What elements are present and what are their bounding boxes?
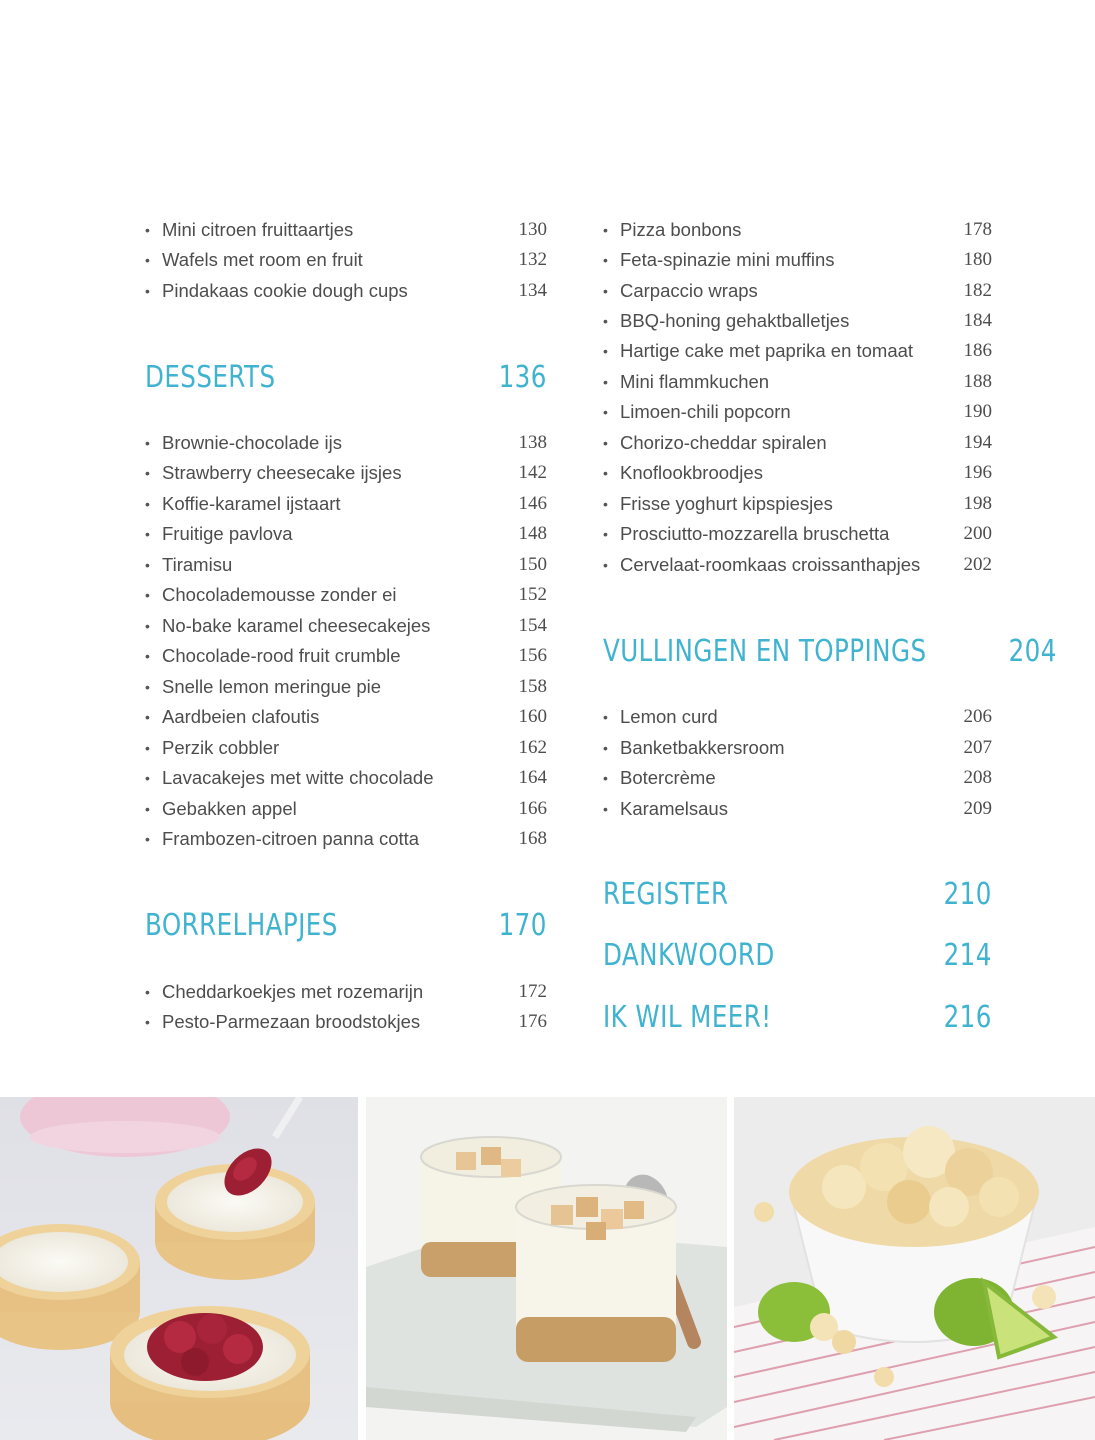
section-page: 170	[498, 907, 547, 943]
section-page: 216	[943, 999, 992, 1035]
entry-title: Carpaccio wraps	[620, 280, 758, 301]
entry-page: 138	[518, 432, 547, 453]
bullet-icon: •	[603, 313, 608, 329]
entry-title: Gebakken appel	[162, 798, 297, 819]
toc-entry[interactable]	[603, 458, 992, 488]
entry-page: 154	[518, 615, 547, 636]
entry-page: 156	[518, 645, 547, 666]
entry-title: Chocolademousse zonder ei	[162, 584, 397, 605]
toc-entry[interactable]	[603, 397, 992, 427]
entry-page: 150	[518, 554, 547, 575]
toc-entry[interactable]	[145, 611, 547, 641]
entry-title: Botercrème	[620, 767, 716, 788]
entry-title: No-bake karamel cheesecakejes	[162, 615, 431, 636]
toc-entry[interactable]	[603, 367, 992, 397]
photo-cheesecake-jars	[366, 1097, 727, 1440]
entry-page: 162	[518, 737, 547, 758]
bullet-icon: •	[145, 679, 150, 695]
toc-entry[interactable]	[145, 580, 547, 610]
toc-entry[interactable]	[603, 306, 992, 336]
entry-page: 180	[963, 249, 992, 270]
toc-entry[interactable]	[603, 519, 992, 549]
toc-entry[interactable]	[145, 428, 547, 458]
bullet-icon: •	[603, 465, 608, 481]
entry-page: 160	[518, 706, 547, 727]
entry-page: 198	[963, 493, 992, 514]
toc-entry[interactable]	[145, 215, 547, 245]
entry-title: Snelle lemon meringue pie	[162, 676, 382, 697]
toc-entry[interactable]	[603, 245, 992, 275]
entry-title: Mini flammkuchen	[620, 371, 770, 392]
bullet-icon: •	[603, 374, 608, 390]
entry-page: 168	[518, 828, 547, 849]
entry-title: Aardbeien clafoutis	[162, 706, 320, 727]
entry-page: 194	[963, 432, 992, 453]
section-page: 204	[1008, 633, 1057, 669]
section-heading-register[interactable]	[603, 872, 992, 916]
section-heading-dankwoord[interactable]	[603, 933, 992, 977]
photo-popcorn-bowl	[734, 1097, 1095, 1440]
entry-title: Brownie-chocolade ijs	[162, 432, 342, 453]
toc-entry[interactable]	[603, 550, 992, 580]
toc-entry[interactable]	[145, 458, 547, 488]
toc-entry[interactable]	[145, 245, 547, 275]
section-page: 210	[943, 876, 992, 912]
entry-title: Knoflookbroodjes	[620, 462, 763, 483]
bullet-icon: •	[603, 435, 608, 451]
bullet-icon: •	[145, 709, 150, 725]
entry-title: Pindakaas cookie dough cups	[162, 280, 408, 301]
entry-page: 208	[963, 767, 992, 788]
entry-title: Perzik cobbler	[162, 737, 280, 758]
entry-page: 134	[518, 280, 547, 301]
bullet-icon: •	[603, 740, 608, 756]
entry-title: Cervelaat-roomkaas croissanthapjes	[620, 554, 921, 575]
entry-page: 142	[518, 462, 547, 483]
section-page: 214	[943, 937, 992, 973]
entry-page: 188	[963, 371, 992, 392]
bullet-icon: •	[145, 618, 150, 634]
entry-page: 196	[963, 462, 992, 483]
section-title: IK WIL MEER!	[603, 999, 772, 1035]
bullet-icon: •	[145, 801, 150, 817]
entry-title: Mini citroen fruittaartjes	[162, 219, 354, 240]
toc-entry[interactable]	[145, 641, 547, 671]
toc-entry[interactable]	[145, 672, 547, 702]
entry-title: BBQ-honing gehaktballetjes	[620, 310, 850, 331]
bullet-icon: •	[603, 496, 608, 512]
bullet-icon: •	[603, 222, 608, 238]
entry-title: Limoen-chili popcorn	[620, 401, 791, 422]
entry-page: 182	[963, 280, 992, 301]
toc-entry[interactable]	[603, 428, 992, 458]
entry-page: 184	[963, 310, 992, 331]
bullet-icon: •	[145, 435, 150, 451]
section-title: DANKWOORD	[603, 937, 775, 973]
bullet-icon: •	[145, 740, 150, 756]
bullet-icon: •	[145, 283, 150, 299]
entry-page: 206	[963, 706, 992, 727]
entry-page: 176	[518, 1011, 547, 1032]
entry-page: 186	[963, 340, 992, 361]
bullet-icon: •	[145, 770, 150, 786]
bullet-icon: •	[603, 252, 608, 268]
entry-page: 146	[518, 493, 547, 514]
section-heading-ik-wil-meer[interactable]	[603, 995, 992, 1039]
entry-page: 130	[518, 219, 547, 240]
toc-entry[interactable]	[603, 763, 992, 793]
bullet-icon: •	[145, 496, 150, 512]
entry-title: Karamelsaus	[620, 798, 728, 819]
toc-entry[interactable]	[145, 276, 547, 306]
entry-page: 178	[963, 219, 992, 240]
section-title: REGISTER	[603, 876, 729, 912]
entry-title: Banketbakkersroom	[620, 737, 785, 758]
toc-entry[interactable]	[603, 489, 992, 519]
entry-page: 166	[518, 798, 547, 819]
entry-title: Fruitige pavlova	[162, 523, 293, 544]
toc-entry[interactable]	[145, 824, 547, 854]
toc-entry[interactable]	[603, 215, 992, 245]
entry-title: Wafels met room en fruit	[162, 249, 363, 270]
bullet-icon: •	[603, 343, 608, 359]
toc-entry[interactable]	[145, 489, 547, 519]
section-title: DESSERTS	[145, 359, 276, 395]
toc-entry[interactable]	[603, 336, 992, 366]
section-page: 136	[498, 359, 547, 395]
bullet-icon: •	[603, 283, 608, 299]
toc-entry[interactable]	[145, 550, 547, 580]
entry-title: Prosciutto-mozzarella bruschetta	[620, 523, 890, 544]
bullet-icon: •	[145, 526, 150, 542]
entry-title: Strawberry cheesecake ijsjes	[162, 462, 402, 483]
bullet-icon: •	[145, 222, 150, 238]
bullet-icon: •	[603, 557, 608, 573]
entry-title: Frambozen-citroen panna cotta	[162, 828, 420, 849]
entry-title: Feta-spinazie mini muffins	[620, 249, 835, 270]
toc-entry[interactable]	[145, 763, 547, 793]
entry-page: 207	[963, 737, 992, 758]
bullet-icon: •	[603, 770, 608, 786]
bullet-icon: •	[145, 252, 150, 268]
cheesecake-jars-image	[366, 1097, 727, 1440]
toc-entry[interactable]	[145, 519, 547, 549]
toc-entry[interactable]	[145, 733, 547, 763]
bullet-icon: •	[145, 648, 150, 664]
bullet-icon: •	[145, 1014, 150, 1030]
section-title: BORRELHAPJES	[145, 907, 338, 943]
toc-entry[interactable]	[603, 794, 992, 824]
entry-page: 209	[963, 798, 992, 819]
toc-entry[interactable]	[145, 977, 547, 1007]
bullet-icon: •	[145, 831, 150, 847]
section-heading-borrelhapjes[interactable]	[145, 903, 547, 947]
entry-title: Cheddarkoekjes met rozemarijn	[162, 981, 424, 1002]
toc-entry[interactable]	[603, 702, 992, 732]
toc-entry[interactable]	[145, 794, 547, 824]
tartlets-image	[0, 1097, 358, 1440]
entry-title: Hartige cake met paprika en tomaat	[620, 340, 914, 361]
entry-title: Lavacakejes met witte chocolade	[162, 767, 434, 788]
bullet-icon: •	[145, 587, 150, 603]
entry-title: Koffie-karamel ijstaart	[162, 493, 341, 514]
entry-page: 200	[963, 523, 992, 544]
bullet-icon: •	[145, 557, 150, 573]
bullet-icon: •	[145, 984, 150, 1000]
section-title: VULLINGEN EN TOPPINGS	[603, 633, 927, 669]
entry-title: Frisse yoghurt kipspiesjes	[620, 493, 833, 514]
section-heading-vullingen[interactable]	[603, 629, 1057, 673]
bullet-icon: •	[603, 801, 608, 817]
entry-page: 158	[518, 676, 547, 697]
toc-entry[interactable]	[145, 1007, 547, 1037]
entry-page: 172	[518, 981, 547, 1002]
entry-page: 148	[518, 523, 547, 544]
entry-title: Pizza bonbons	[620, 219, 742, 240]
popcorn-image	[734, 1097, 1095, 1440]
entry-title: Chocolade-rood fruit crumble	[162, 645, 401, 666]
toc-entry[interactable]	[145, 702, 547, 732]
bullet-icon: •	[603, 526, 608, 542]
photo-strip	[0, 1097, 1095, 1440]
toc-entry[interactable]	[603, 276, 992, 306]
bullet-icon: •	[603, 404, 608, 420]
toc-entry[interactable]	[603, 733, 992, 763]
entry-page: 152	[518, 584, 547, 605]
section-heading-desserts[interactable]	[145, 355, 547, 399]
entry-page: 164	[518, 767, 547, 788]
photo-cherry-tartlets	[0, 1097, 358, 1440]
entry-title: Tiramisu	[162, 554, 233, 575]
bullet-icon: •	[145, 465, 150, 481]
entry-page: 202	[963, 554, 992, 575]
bullet-icon: •	[603, 709, 608, 725]
entry-page: 132	[518, 249, 547, 270]
entry-title: Chorizo-cheddar spiralen	[620, 432, 827, 453]
entry-title: Pesto-Parmezaan broodstokjes	[162, 1011, 421, 1032]
entry-title: Lemon curd	[620, 706, 718, 727]
entry-page: 190	[963, 401, 992, 422]
